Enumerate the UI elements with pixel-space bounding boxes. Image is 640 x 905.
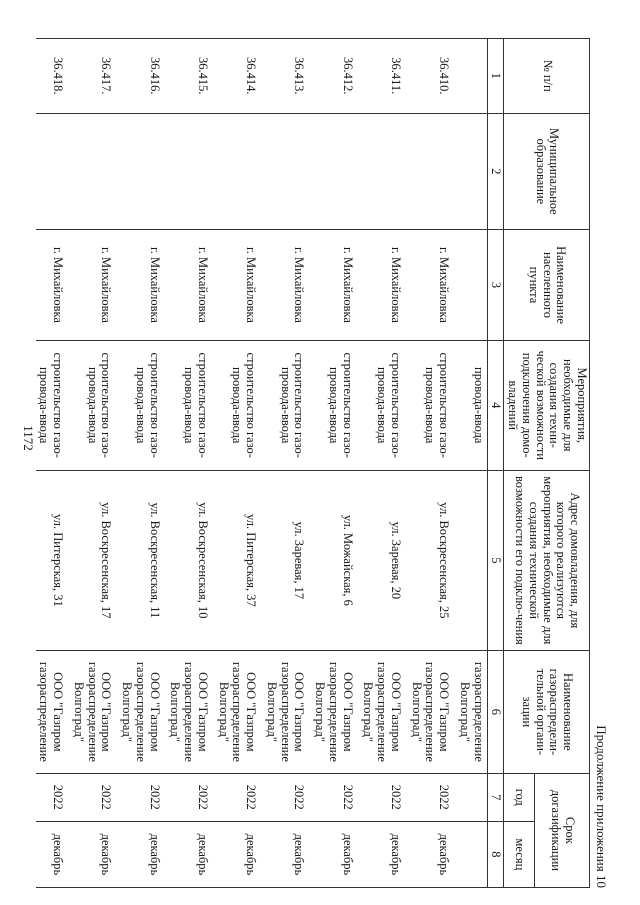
month-cell: декабрь [263, 821, 311, 887]
settlement-cell: г. Михайловка [263, 230, 311, 341]
rotated-page [37, 38, 612, 888]
measure-cell: строительство газо-провода-ввода [167, 340, 215, 470]
municipality-cell [360, 113, 408, 230]
table-row [215, 39, 263, 888]
col-number: 1 [487, 39, 504, 114]
address-cell: ул. Можайская, 6 [312, 470, 360, 650]
year-cell: 2022 [408, 773, 456, 821]
header-year: год [504, 773, 534, 821]
month-cell: декабрь [70, 821, 118, 887]
year-cell: 2022 [215, 773, 263, 821]
year-cell: 2022 [36, 773, 71, 821]
year-cell: 2022 [360, 773, 408, 821]
measure-cell: строительство газо-провода-ввода [360, 340, 408, 470]
month-cell: декабрь [36, 821, 71, 887]
header-row [534, 39, 589, 888]
month-cell: декабрь [167, 821, 215, 887]
settlement-cell: г. Михайловка [408, 230, 456, 341]
org-cell: ООО "Газпром газораспределение Волгоград" [360, 651, 408, 774]
continuation-note: Продолжение приложения 10 [594, 725, 609, 888]
row-number: 36.415. [167, 39, 215, 114]
measure-cell: строительство газо-провода-ввода [263, 340, 311, 470]
table-row [167, 39, 215, 888]
settlement-cell: г. Михайловка [119, 230, 167, 341]
municipality-cell [312, 113, 360, 230]
month-cell: декабрь [119, 821, 167, 887]
month-cell: декабрь [408, 821, 456, 887]
col-number: 8 [487, 821, 504, 887]
year-cell: 2022 [312, 773, 360, 821]
settlement-cell: г. Михайловка [36, 230, 71, 341]
table-row [312, 39, 360, 888]
municipality-cell [119, 113, 167, 230]
year-cell: 2022 [70, 773, 118, 821]
row-number: 36.410. [408, 39, 456, 114]
address-cell: ул. Заревая, 20 [360, 470, 408, 650]
row-number: 36.414. [215, 39, 263, 114]
address-cell: ул. Воскресенская, 11 [119, 470, 167, 650]
org-cell: ООО "Газпром газораспределение Волгоград" [70, 651, 118, 774]
org-cell: ООО "Газпром газораспределение Волгоград" [263, 651, 311, 774]
table-row [36, 39, 71, 888]
org-cell: ООО "Газпром газораспределение Волгоград" [408, 651, 456, 774]
measure-cell: строительство газо-провода-ввода [36, 340, 71, 470]
col-number: 2 [487, 113, 504, 230]
carry-org: газораспределение Волгоград" [456, 651, 487, 774]
col-number: 4 [487, 340, 504, 470]
settlement-cell: г. Михайловка [312, 230, 360, 341]
col-number: 5 [487, 470, 504, 650]
header-org: Наименование газораспредели-тельной органи-зации [504, 651, 590, 774]
header-month: месяц [504, 821, 534, 887]
measure-cell: строительство газо-провода-ввода [119, 340, 167, 470]
table-row [408, 39, 456, 888]
settlement-cell: г. Михайловка [70, 230, 118, 341]
row-number: 36.413. [263, 39, 311, 114]
year-cell: 2022 [167, 773, 215, 821]
address-cell: ул. Воскресенская, 25 [408, 470, 456, 650]
header-address: Адрес домовладения, для которого реализуются мероприятия, необходимые для создания технической возможности его подклю-чения [504, 470, 590, 650]
header-deadline: Срок догазификации [534, 773, 589, 887]
row-number: 36.417. [70, 39, 118, 114]
table-row [360, 39, 408, 888]
address-cell: ул. Воскресенская, 17 [70, 470, 118, 650]
header-num: № п/п [504, 39, 590, 114]
measure-cell: строительство газо-провода-ввода [408, 340, 456, 470]
measure-cell: строительство газо-провода-ввода [312, 340, 360, 470]
settlement-cell: г. Михайловка [215, 230, 263, 341]
address-cell: ул. Питерская, 37 [215, 470, 263, 650]
address-cell: ул. Питерская, 31 [36, 470, 71, 650]
header-municipality: Муниципальное образование [504, 113, 590, 230]
row-number: 36.418. [36, 39, 71, 114]
org-cell: ООО "Газпром газораспределение [36, 651, 71, 774]
col-number: 6 [487, 651, 504, 774]
col-number: 7 [487, 773, 504, 821]
header-measures: Мероприятия, необходимые для создания техни-ческой возможности подключения домо-владений [504, 340, 590, 470]
settlement-cell: г. Михайловка [167, 230, 215, 341]
year-cell: 2022 [263, 773, 311, 821]
year-cell: 2022 [119, 773, 167, 821]
measure-cell: строительство газо-провода-ввода [215, 340, 263, 470]
row-number: 36.412. [312, 39, 360, 114]
row-number: 36.411. [360, 39, 408, 114]
page-number: 1172 [20, 425, 36, 451]
table-row [263, 39, 311, 888]
org-cell: ООО "Газпром газораспределение Волгоград" [215, 651, 263, 774]
municipality-cell [36, 113, 71, 230]
municipality-cell [215, 113, 263, 230]
month-cell: декабрь [360, 821, 408, 887]
column-numbers-row [487, 39, 504, 888]
measure-cell: строительство газо-провода-ввода [70, 340, 118, 470]
address-cell: ул. Воскресенская, 10 [167, 470, 215, 650]
header-settlement: Наименование населенного пункта [504, 230, 590, 341]
address-cell: ул. Заревая, 17 [263, 470, 311, 650]
carry-over-row [456, 39, 487, 888]
gasification-table [36, 38, 590, 888]
municipality-cell [167, 113, 215, 230]
table-row [70, 39, 118, 888]
org-cell: ООО "Газпром газораспределение Волгоград" [119, 651, 167, 774]
carry-measure: провода-ввода [456, 340, 487, 470]
month-cell: декабрь [312, 821, 360, 887]
org-cell: ООО "Газпром газораспределение Волгоград" [312, 651, 360, 774]
table-row [119, 39, 167, 888]
month-cell: декабрь [215, 821, 263, 887]
row-number: 36.416. [119, 39, 167, 114]
settlement-cell: г. Михайловка [360, 230, 408, 341]
municipality-cell [408, 113, 456, 230]
org-cell: ООО "Газпром газораспределение Волгоград" [167, 651, 215, 774]
col-number: 3 [487, 230, 504, 341]
municipality-cell [263, 113, 311, 230]
municipality-cell [70, 113, 118, 230]
